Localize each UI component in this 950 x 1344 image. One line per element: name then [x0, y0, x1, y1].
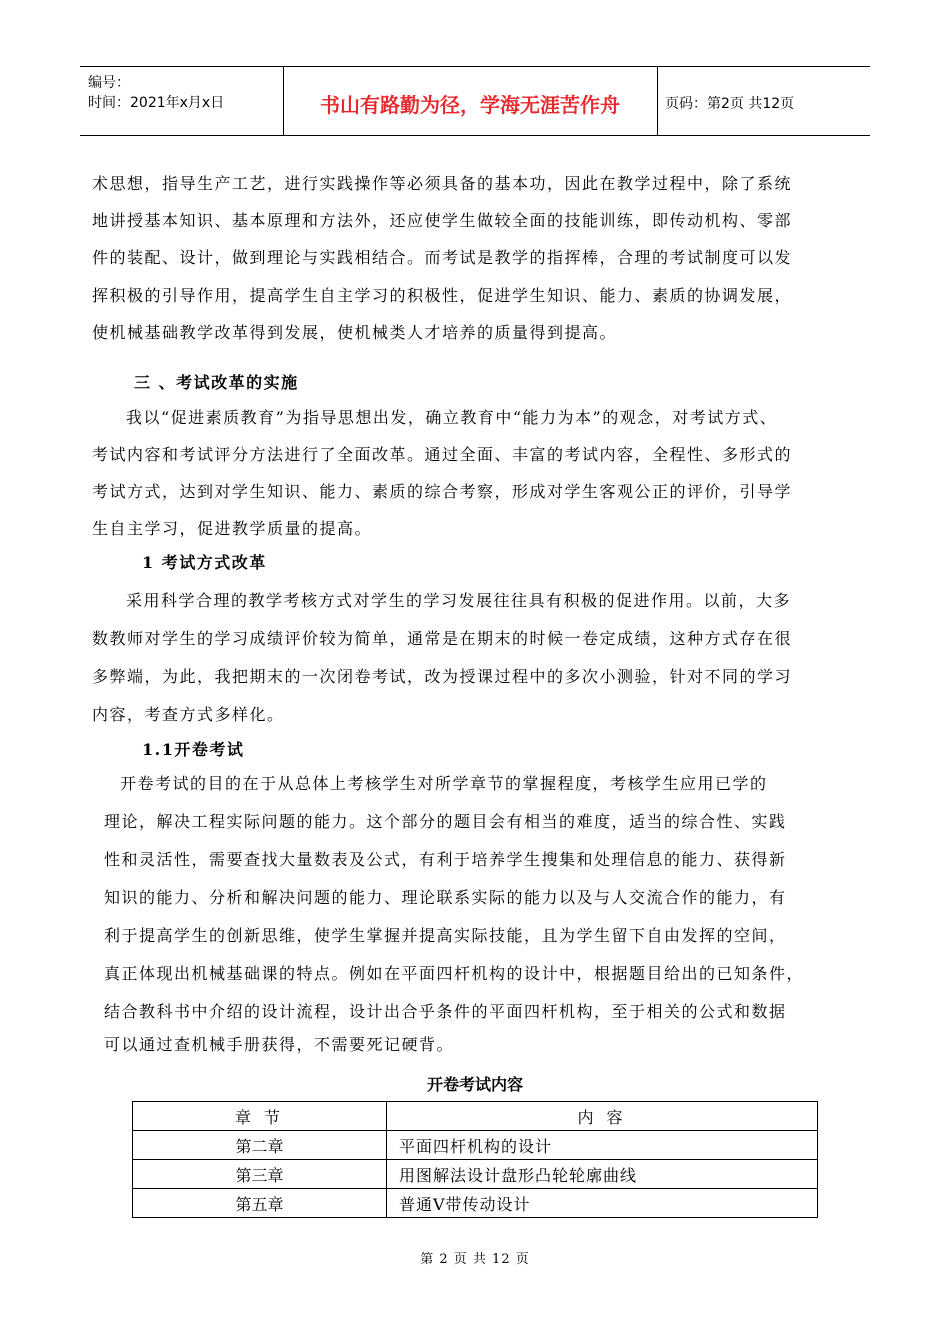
column-header-content: 内 容: [387, 1102, 818, 1131]
doc-number-label: 编号：: [88, 75, 130, 91]
content-cell: 普通V带传动设计: [387, 1189, 818, 1218]
table-caption: 开卷考试内容: [426, 1075, 523, 1094]
paragraph-line: 开卷考试的目的在于从总体上考核学生对所学章节的掌握程度，考核学生应用已学的: [120, 774, 768, 793]
paragraph-line: 利于提高学生的创新思维，使学生掌握并提高实际技能，且为学生留下自由发挥的空间，: [104, 926, 787, 945]
chapter-cell: 第五章: [133, 1189, 387, 1218]
header-divider: [657, 67, 658, 135]
paragraph-line: 生自主学习，促进教学质量的提高。: [92, 519, 373, 538]
paragraph-line: 内容，考查方式多样化。: [92, 705, 285, 724]
content-cell: 用图解法设计盘形凸轮轮廓曲线: [387, 1160, 818, 1189]
paragraph-line: 术思想，指导生产工艺，进行实践操作等必须具备的基本功，因此在教学过程中，除了系统: [92, 174, 793, 193]
paragraph-line: 知识的能力、分析和解决问题的能力、理论联系实际的能力以及与人交流合作的能力，有: [104, 888, 787, 907]
content-cell: 平面四杆机构的设计: [387, 1131, 818, 1160]
table-row: [133, 1160, 818, 1189]
chapter-cell: 第三章: [133, 1160, 387, 1189]
page-footer: 第 2 页 共 12 页: [420, 1252, 530, 1267]
subsection-heading: 1 考试方式改革: [142, 553, 267, 572]
header-motto: 书山有路勤为径，学海无涯苦作舟: [320, 93, 620, 117]
subsubsection-heading: 1.1开卷考试: [142, 740, 245, 759]
paragraph-line: 使机械基础教学改革得到发展，使机械类人才培养的质量得到提高。: [92, 323, 618, 342]
doc-date-label: 时间：2021年x月x日: [88, 95, 225, 111]
paragraph-line: 考试方式，达到对学生知识、能力、素质的综合考察，形成对学生客观公正的评价，引导学: [92, 482, 793, 501]
paragraph-line: 考试内容和考试评分方法进行了全面改革。通过全面、丰富的考试内容，全程性、多形式的: [92, 445, 793, 464]
header-table: [80, 66, 870, 136]
paragraph-line: 地讲授基本知识、基本原理和方法外，还应使学生做较全面的技能训练，即传动机构、零部: [92, 211, 793, 230]
paragraph-line: 多弊端，为此，我把期末的一次闭卷考试，改为授课过程中的多次小测验，针对不同的学习: [92, 667, 793, 686]
table-row: [133, 1131, 818, 1160]
column-header-chapter: 章 节: [133, 1102, 387, 1131]
paragraph-line: 数教师对学生的学习成绩评价较为简单，通常是在期末的时候一卷定成绩，这种方式存在很: [92, 629, 793, 648]
header-page-label: 页码：第2页 共12页: [665, 96, 795, 112]
exam-content-table: [132, 1101, 818, 1218]
paragraph-line: 采用科学合理的教学考核方式对学生的学习发展往往具有积极的促进作用。以前，大多: [126, 591, 792, 610]
section-heading: 三 、考试改革的实施: [134, 373, 299, 392]
paragraph-line: 理论，解决工程实际问题的能力。这个部分的题目会有相当的难度，适当的综合性、实践: [104, 812, 787, 831]
paragraph-line: 性和灵活性，需要查找大量数表及公式，有利于培养学生搜集和处理信息的能力、获得新: [104, 850, 787, 869]
table-row: [133, 1189, 818, 1218]
paragraph-line: 结合教科书中介绍的设计流程，设计出合乎条件的平面四杆机构，至于相关的公式和数据: [104, 1002, 787, 1021]
table-header-row: [133, 1102, 818, 1131]
paragraph-line: 件的装配、设计，做到理论与实践相结合。而考试是教学的指挥棒，合理的考试制度可以发: [92, 248, 793, 267]
paragraph-line: 我以“促进素质教育”为指导思想出发，确立教育中“能力为本”的观念，对考试方式、: [126, 408, 778, 427]
paragraph-line: 挥积极的引导作用，提高学生自主学习的积极性，促进学生知识、能力、素质的协调发展，: [92, 286, 793, 305]
paragraph-line: 真正体现出机械基础课的特点。例如在平面四杆机构的设计中，根据题目给出的已知条件，: [104, 964, 805, 983]
chapter-cell: 第二章: [133, 1131, 387, 1160]
paragraph-line: 可以通过查机械手册获得，不需要死记硬背。: [104, 1035, 455, 1054]
